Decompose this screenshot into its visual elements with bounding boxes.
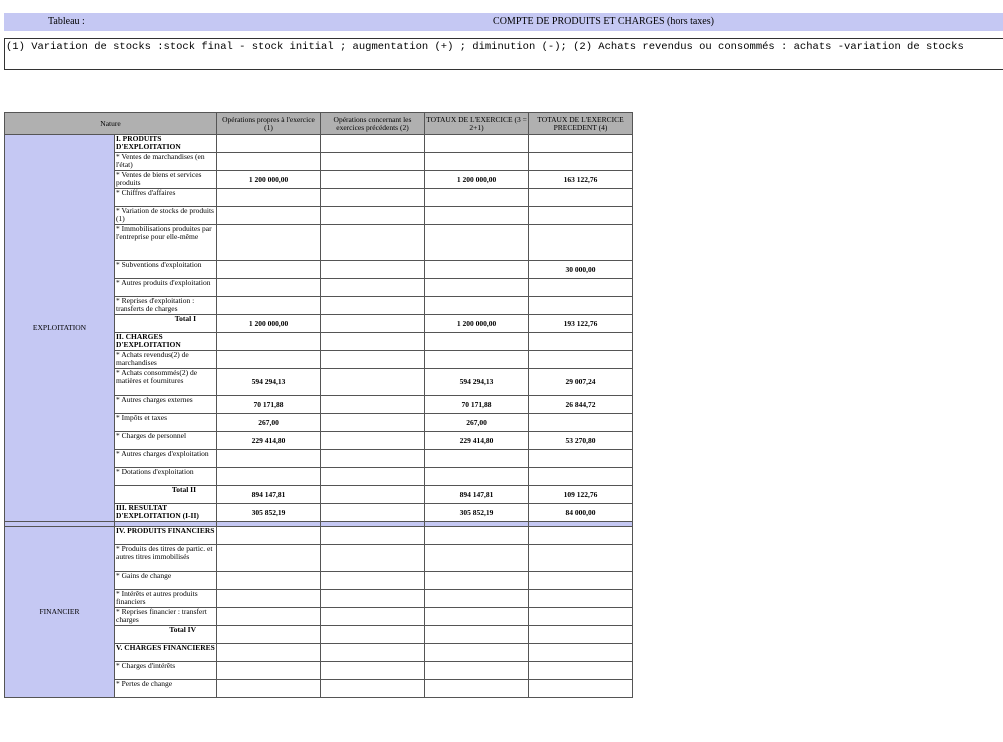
value-cell[interactable] (321, 279, 425, 297)
value-cell[interactable]: 1 200 000,00 (425, 315, 529, 333)
table-row (5, 527, 633, 545)
value-cell[interactable] (321, 545, 425, 572)
value-cell[interactable]: 594 294,13 (425, 369, 529, 396)
value-cell[interactable] (529, 450, 633, 468)
col-header-current-ops: Opérations propres à l'exercice (1) (217, 113, 321, 135)
value-cell[interactable] (321, 207, 425, 225)
value-cell[interactable] (529, 545, 633, 572)
row-label: * Achats revendus(2) de marchandises (115, 351, 217, 369)
value-cell[interactable] (529, 644, 633, 662)
value-cell[interactable] (217, 225, 321, 261)
header-bar (4, 13, 1003, 31)
value-cell[interactable] (425, 333, 529, 351)
value-cell[interactable]: 267,00 (217, 414, 321, 432)
value-cell[interactable]: 305 852,19 (425, 504, 529, 522)
value-cell[interactable] (217, 545, 321, 572)
row-label: * Dotations d'exploitation (115, 468, 217, 486)
value-cell[interactable] (217, 590, 321, 608)
value-cell[interactable] (321, 153, 425, 171)
row-label: * Achats consommés(2) de matières et fournitures (115, 369, 217, 396)
value-cell[interactable] (321, 333, 425, 351)
value-cell[interactable] (529, 207, 633, 225)
value-cell[interactable] (321, 135, 425, 153)
value-cell[interactable]: 84 000,00 (529, 504, 633, 522)
value-cell[interactable]: 70 171,88 (217, 396, 321, 414)
value-cell[interactable] (321, 468, 425, 486)
value-cell[interactable] (529, 225, 633, 261)
row-label: * Ventes de marchandises (en l'état) (115, 153, 217, 171)
col-header-nature: Nature (5, 113, 217, 135)
value-cell[interactable] (321, 189, 425, 207)
value-cell[interactable] (321, 369, 425, 396)
value-cell[interactable] (425, 279, 529, 297)
value-cell[interactable] (529, 279, 633, 297)
value-cell[interactable] (217, 351, 321, 369)
row-label: Total II (115, 486, 217, 504)
value-cell[interactable] (529, 189, 633, 207)
value-cell[interactable] (321, 171, 425, 189)
value-cell[interactable] (529, 135, 633, 153)
value-cell[interactable]: 29 007,24 (529, 369, 633, 396)
value-cell[interactable] (217, 450, 321, 468)
table-row (5, 135, 633, 153)
row-label: * Immobilisations produites par l'entreprise pour elle-même (115, 225, 217, 261)
value-cell[interactable] (529, 297, 633, 315)
value-cell[interactable] (321, 261, 425, 279)
value-cell[interactable] (425, 189, 529, 207)
value-cell[interactable] (529, 590, 633, 608)
value-cell[interactable] (425, 527, 529, 545)
value-cell[interactable] (529, 414, 633, 432)
row-label: * Autres charges d'exploitation (115, 450, 217, 468)
value-cell[interactable] (529, 662, 633, 680)
value-cell[interactable] (425, 662, 529, 680)
value-cell[interactable] (321, 572, 425, 590)
value-cell[interactable] (217, 572, 321, 590)
row-label: * Reprises financier : transfert charges (115, 608, 217, 626)
row-label: * Ventes de biens et services produits (115, 171, 217, 189)
value-cell[interactable] (425, 450, 529, 468)
value-cell[interactable] (217, 279, 321, 297)
row-label: * Subventions d'exploitation (115, 261, 217, 279)
value-cell[interactable] (425, 297, 529, 315)
value-cell[interactable]: 894 147,81 (425, 486, 529, 504)
row-label: * Impôts et taxes (115, 414, 217, 432)
value-cell[interactable]: 1 200 000,00 (217, 315, 321, 333)
value-cell[interactable] (217, 662, 321, 680)
value-cell[interactable] (217, 644, 321, 662)
value-cell[interactable] (217, 207, 321, 225)
value-cell[interactable] (217, 626, 321, 644)
value-cell[interactable] (529, 333, 633, 351)
row-label: * Autres charges externes (115, 396, 217, 414)
col-header-previous-totals: TOTAUX DE L'EXERCICE PRECEDENT (4) (529, 113, 633, 135)
row-label: IV. PRODUITS FINANCIERS (115, 527, 217, 545)
value-cell[interactable]: 229 414,80 (217, 432, 321, 450)
row-label: * Intérêts et autres produits financiers (115, 590, 217, 608)
value-cell[interactable]: 163 122,76 (529, 171, 633, 189)
row-label: * Variation de stocks de produits (1) (115, 207, 217, 225)
value-cell[interactable] (217, 333, 321, 351)
value-cell[interactable] (425, 608, 529, 626)
row-label: * Autres produits d'exploitation (115, 279, 217, 297)
value-cell[interactable] (321, 225, 425, 261)
value-cell[interactable] (217, 608, 321, 626)
value-cell[interactable] (529, 626, 633, 644)
row-label: * Reprises d'exploitation : transferts de charges (115, 297, 217, 315)
value-cell[interactable] (321, 432, 425, 450)
value-cell[interactable]: 193 122,76 (529, 315, 633, 333)
value-cell[interactable]: 1 200 000,00 (425, 171, 529, 189)
value-cell[interactable] (425, 545, 529, 572)
value-cell[interactable] (529, 680, 633, 698)
col-header-previous-ops: Opérations concernant les exercices précédents (2) (321, 113, 425, 135)
value-cell[interactable]: 305 852,19 (217, 504, 321, 522)
value-cell[interactable] (529, 468, 633, 486)
row-label: * Gains de change (115, 572, 217, 590)
value-cell[interactable] (425, 680, 529, 698)
value-cell[interactable]: 229 414,80 (425, 432, 529, 450)
note-field[interactable]: (1) Variation de stocks :stock final - stock initial ; augmentation (+) ; diminution (-); (2) Achats revendus ou consommés : achats -variation de stocks (4, 38, 1003, 70)
value-cell[interactable] (425, 590, 529, 608)
row-label: V. CHARGES FINANCIERES (115, 644, 217, 662)
value-cell[interactable] (425, 626, 529, 644)
value-cell[interactable]: 894 147,81 (217, 486, 321, 504)
value-cell[interactable] (217, 680, 321, 698)
table-label: Tableau : (48, 16, 85, 27)
value-cell[interactable] (425, 351, 529, 369)
value-cell[interactable] (321, 315, 425, 333)
value-cell[interactable]: 70 171,88 (425, 396, 529, 414)
value-cell[interactable]: 1 200 000,00 (217, 171, 321, 189)
value-cell[interactable] (425, 135, 529, 153)
value-cell[interactable] (321, 351, 425, 369)
value-cell[interactable] (217, 468, 321, 486)
value-cell[interactable] (321, 680, 425, 698)
value-cell[interactable] (425, 261, 529, 279)
table-header-row (5, 113, 633, 135)
value-cell[interactable] (321, 414, 425, 432)
value-cell[interactable] (321, 450, 425, 468)
row-label: * Pertes de change (115, 680, 217, 698)
value-cell[interactable] (321, 504, 425, 522)
value-cell[interactable] (529, 527, 633, 545)
row-label: * Charges d'intérêts (115, 662, 217, 680)
value-cell[interactable]: 594 294,13 (217, 369, 321, 396)
section-label-financier: FINANCIER (5, 527, 115, 698)
value-cell[interactable]: 26 844,72 (529, 396, 633, 414)
value-cell[interactable] (529, 153, 633, 171)
value-cell[interactable] (217, 135, 321, 153)
value-cell[interactable] (321, 608, 425, 626)
row-label: * Chiffres d'affaires (115, 189, 217, 207)
value-cell[interactable] (321, 644, 425, 662)
value-cell[interactable]: 267,00 (425, 414, 529, 432)
value-cell[interactable] (425, 468, 529, 486)
value-cell[interactable]: 109 122,76 (529, 486, 633, 504)
row-label: III. RESULTAT D'EXPLOITATION (I-II) (115, 504, 217, 522)
value-cell[interactable] (217, 261, 321, 279)
row-label: I. PRODUITS D'EXPLOITATION (115, 135, 217, 153)
section-label-exploitation: EXPLOITATION (5, 135, 115, 522)
row-label: Total IV (115, 626, 217, 644)
row-label: Total I (115, 315, 217, 333)
value-cell[interactable] (217, 297, 321, 315)
value-cell[interactable] (529, 572, 633, 590)
row-label: II. CHARGES D'EXPLOITATION (115, 333, 217, 351)
value-cell[interactable] (321, 527, 425, 545)
value-cell[interactable] (217, 153, 321, 171)
value-cell[interactable] (425, 572, 529, 590)
row-label: * Charges de personnel (115, 432, 217, 450)
value-cell[interactable] (425, 153, 529, 171)
value-cell[interactable] (529, 351, 633, 369)
value-cell[interactable]: 53 270,80 (529, 432, 633, 450)
value-cell[interactable] (529, 608, 633, 626)
value-cell[interactable] (321, 396, 425, 414)
value-cell[interactable] (217, 527, 321, 545)
value-cell[interactable] (321, 662, 425, 680)
value-cell[interactable] (425, 207, 529, 225)
value-cell[interactable] (321, 590, 425, 608)
value-cell[interactable] (321, 297, 425, 315)
value-cell[interactable] (425, 225, 529, 261)
financial-table (4, 112, 633, 698)
page-title: COMPTE DE PRODUITS ET CHARGES (hors taxes) (493, 16, 714, 27)
row-label: * Produits des titres de partic. et autres titres immobilisés (115, 545, 217, 572)
value-cell[interactable] (425, 644, 529, 662)
value-cell[interactable] (217, 189, 321, 207)
value-cell[interactable] (321, 486, 425, 504)
value-cell[interactable]: 30 000,00 (529, 261, 633, 279)
value-cell[interactable] (321, 626, 425, 644)
col-header-totals: TOTAUX DE L'EXERCICE (3 = 2+1) (425, 113, 529, 135)
